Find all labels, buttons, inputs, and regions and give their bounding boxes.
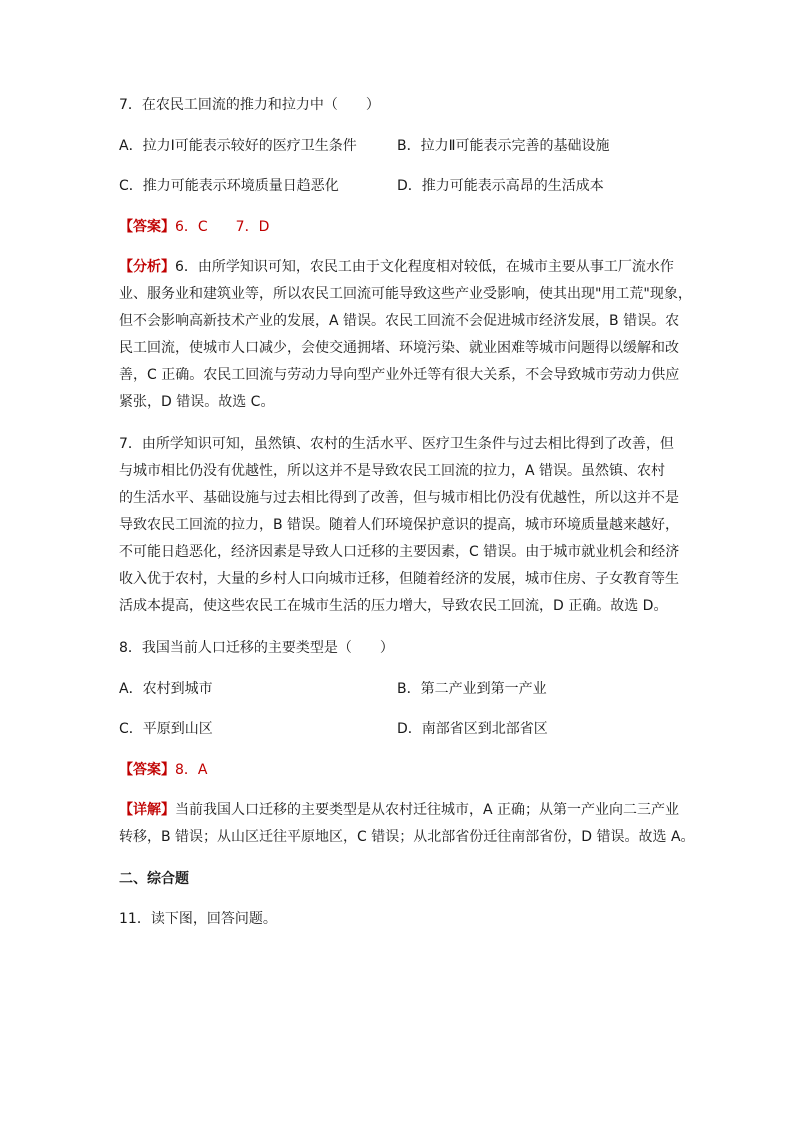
answer-tag: 【答案】 (119, 219, 175, 235)
detail-tag: 【详解】 (119, 802, 175, 818)
analysis-line: 紧张，D 错误。故选 C。 (119, 394, 275, 410)
question-7-stem: 7．在农民工回流的推力和拉力中（ ） (119, 97, 380, 113)
analysis-paragraph-6 (119, 254, 692, 416)
analysis-line: 与城市相比仍没有优越性，所以这并不是导致农民工回流的拉力，A 错误。虽然镇、农村 (119, 463, 666, 479)
answer-block-2 (119, 761, 207, 779)
question-8-option-a: A．农村到城市 (119, 681, 213, 697)
detail-paragraph (119, 797, 695, 851)
analysis-line: 收入优于农村，大量的乡村人口向城市迁移，但随着经济的发展，城市住房、子女教育等生 (119, 571, 679, 587)
answer-tag: 【答案】 (119, 762, 175, 778)
question-8-stem: 8．我国当前人口迁移的主要类型是（ ） (119, 640, 394, 656)
analysis-line: 善，C 正确。农民工回流与劳动力导向型产业外迁等有很大关系，不会导致城市劳动力供应 (119, 367, 680, 383)
question-8-option-c: C．平原到山区 (119, 721, 213, 737)
analysis-line: 的生活水平、基础设施与过去相比得到了改善，但与城市相比仍没有优越性，所以这并不是 (119, 490, 679, 506)
analysis-tag: 【分析】 (119, 259, 175, 275)
detail-line: 转移，B 错误；从山区迁往平原地区，C 错误；从北部省份迁往南部省份，D 错误。故选 A。 (119, 829, 695, 845)
question-7-option-a: A．拉力Ⅰ可能表示较好的医疗卫生条件 (119, 138, 357, 154)
analysis-line: 【分析】6．由所学知识可知，农民工由于文化程度相对较低，在城市主要从事工厂流水作 (119, 259, 674, 275)
analysis-paragraph-7 (119, 431, 679, 620)
detail-line: 【详解】当前我国人口迁移的主要类型是从农村迁往城市，A 正确；从第一产业向二三产业 (119, 802, 680, 818)
analysis-line: 但不会影响高新技术产业的发展，A 错误。农民工回流不会促进城市经济发展，B 错误。农 (119, 313, 680, 329)
question-8-option-d: D．南部省区到北部省区 (397, 721, 548, 737)
question-11-stem: 11．读下图，回答问题。 (119, 911, 277, 927)
answer-block-1 (119, 218, 269, 236)
analysis-line: 不可能日趋恶化，经济因素是导致人口迁移的主要因素，C 错误。由于城市就业机会和经济 (119, 544, 680, 560)
question-7-option-b: B．拉力Ⅱ可能表示完善的基础设施 (397, 138, 610, 154)
answer-text: 8．A (175, 762, 208, 778)
analysis-line: 活成本提高，使这些农民工在城市生活的压力增大，导致农民工回流，D 正确。故选 D。 (119, 598, 668, 614)
section-heading: 二、综合题 (119, 871, 189, 887)
question-7-option-d: D．推力可能表示高昂的生活成本 (397, 178, 604, 194)
analysis-line: 导致农民工回流的拉力，B 错误。随着人们环境保护意识的提高，城市环境质量越来越好， (119, 517, 680, 533)
analysis-line: 7．由所学知识可知，虽然镇、农村的生活水平、医疗卫生条件与过去相比得到了改善，但 (119, 436, 674, 452)
analysis-line: 业、服务业和建筑业等，所以农民工回流可能导致这些产业受影响，使其出现"用工荒"现象， (119, 286, 692, 302)
question-7-option-c: C．推力可能表示环境质量日趋恶化 (119, 178, 339, 194)
answer-text: 6．C 7．D (175, 219, 270, 235)
analysis-line: 民工回流，使城市人口减少，会使交通拥堵、环境污染、就业困难等城市问题得以缓解和改 (119, 340, 679, 356)
question-8-option-b: B．第二产业到第一产业 (397, 681, 547, 697)
